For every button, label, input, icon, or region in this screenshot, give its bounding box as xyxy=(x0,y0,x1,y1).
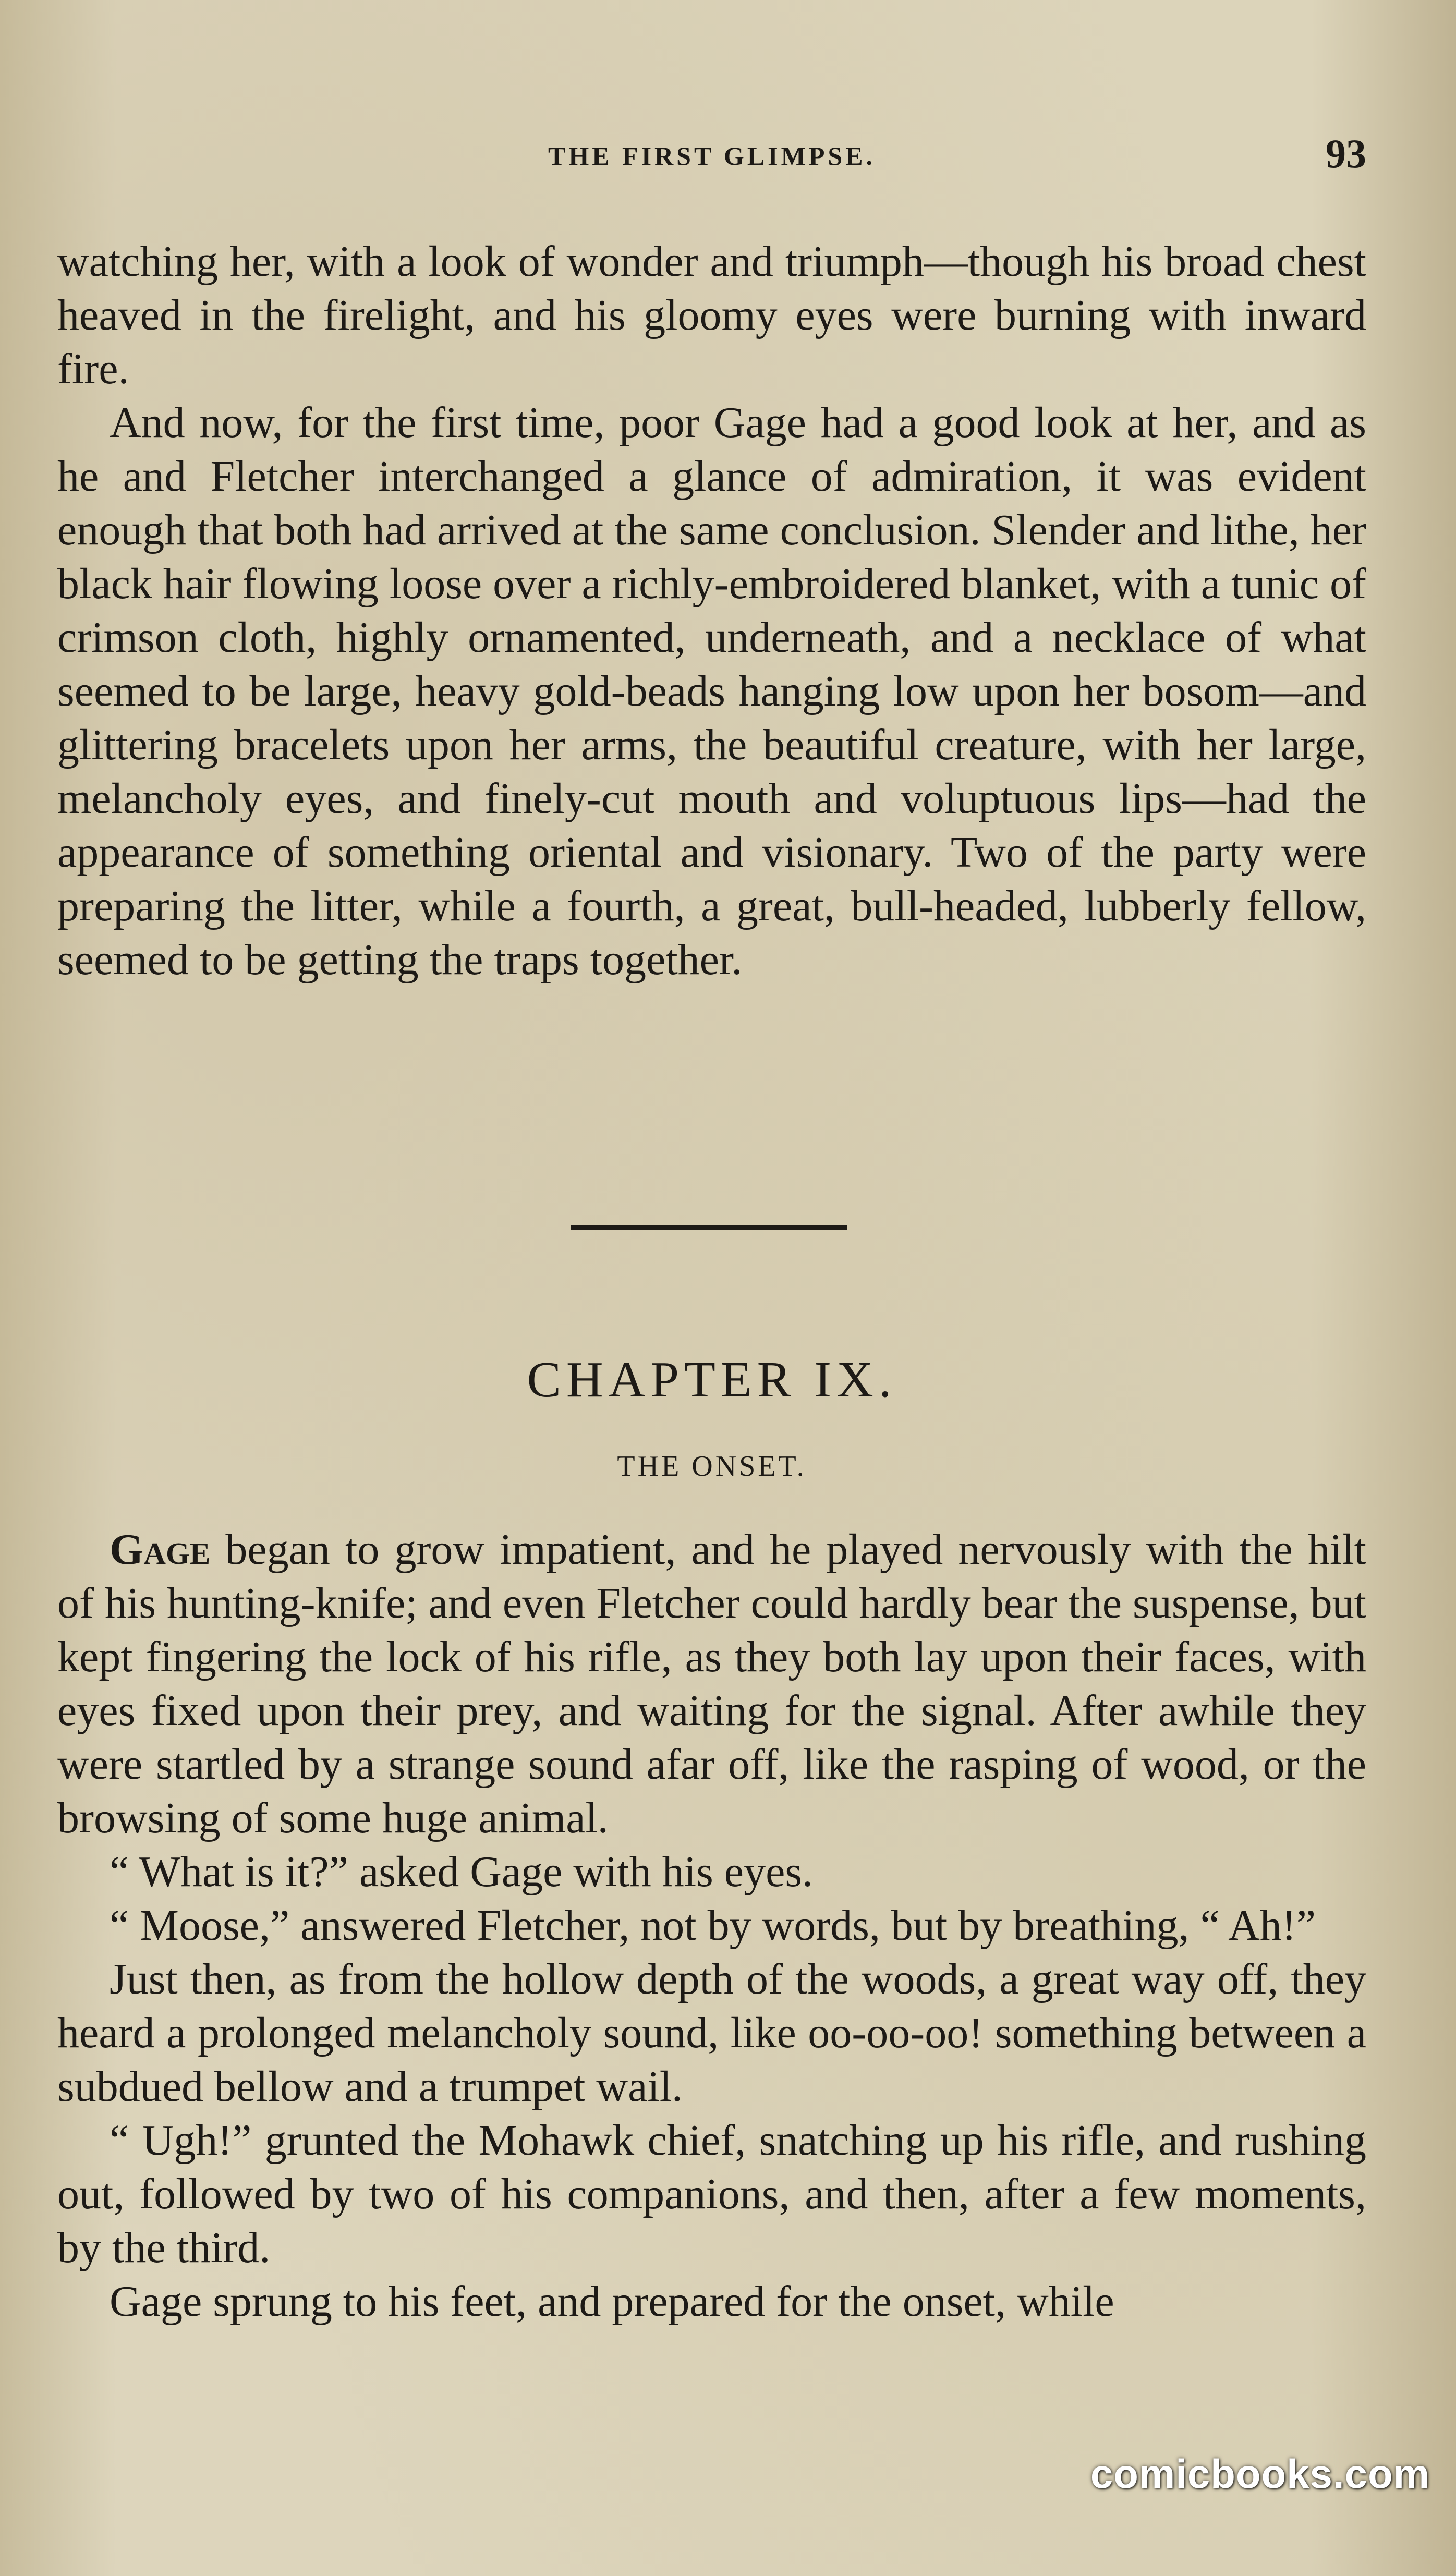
paragraph: Just then, as from the hollow depth of the woods, a great way off, they heard a prolonged melancholy sound, like oo-oo-oo! something between a subdued bellow and a trumpet wail. xyxy=(57,1955,1366,2111)
paragraph: watching her, with a look of wonder and triumph—though his broad chest heaved in the firelight, and his gloomy eyes were burning with inward fire. xyxy=(57,237,1366,393)
paragraph: Gage sprung to his feet, and prepared for the onset, while xyxy=(110,2277,1114,2326)
chapter-title: CHAPTER IX. xyxy=(527,1352,897,1408)
running-head: THE FIRST GLIMPSE. xyxy=(548,141,876,171)
paragraph: And now, for the first time, poor Gage had a good look at her, and as he and Fletcher interchanged a glance of admiration, it was evident enough that both had arrived at the same conclusion. Slender and lithe, her black hair flowing loose over a richly-embroidered blanket, with a tunic of crimson cloth, highly ornamented, underneath, and a necklace of what seemed to be large, heavy gold-beads hanging low upon her bosom—and glittering bracelets upon her arms, the beautiful creature, with her large, melancholy eyes, and finely-cut mouth and voluptuous lips—had the appearance of something oriental and visionary. Two of the party were preparing the litter, while a fourth, a great, bull-headed, lubberly fellow, seemed to be getting the traps together. xyxy=(57,398,1366,984)
paragraph: “ Moose,” answered Fletcher, not by words, but by breathing, “ Ah!” xyxy=(110,1901,1316,1950)
drop-word: Gage xyxy=(110,1525,211,1574)
body-text-section-2 xyxy=(57,1523,1366,2328)
section-divider-rule xyxy=(571,1225,847,1230)
watermark: comicbooks.com xyxy=(1090,2451,1430,2497)
book-page xyxy=(57,0,1366,2576)
paragraph-text: began to grow impatient, and he played nervously with the hilt of his hunting-knife; and even Fletcher could hardly bear the suspense, but kept fingering the lock of his rifle, as they both lay upon their faces, with eyes fixed upon their prey, and waiting for the signal. After awhile they were startled by a strange sound afar off, like the rasping of wood, or the browsing of some huge animal. xyxy=(57,1525,1366,1842)
body-text-section-1 xyxy=(57,235,1366,987)
page-number: 93 xyxy=(1326,131,1366,176)
page-header xyxy=(57,130,1366,183)
paragraph xyxy=(57,1523,1366,1845)
chapter-subtitle: THE ONSET. xyxy=(617,1450,807,1483)
paragraph: “ Ugh!” grunted the Mohawk chief, snatching up his rifle, and rushing out, followed by two of his companions, and then, after a few moments, by the third. xyxy=(57,2116,1366,2272)
paragraph: “ What is it?” asked Gage with his eyes. xyxy=(110,1848,814,1896)
